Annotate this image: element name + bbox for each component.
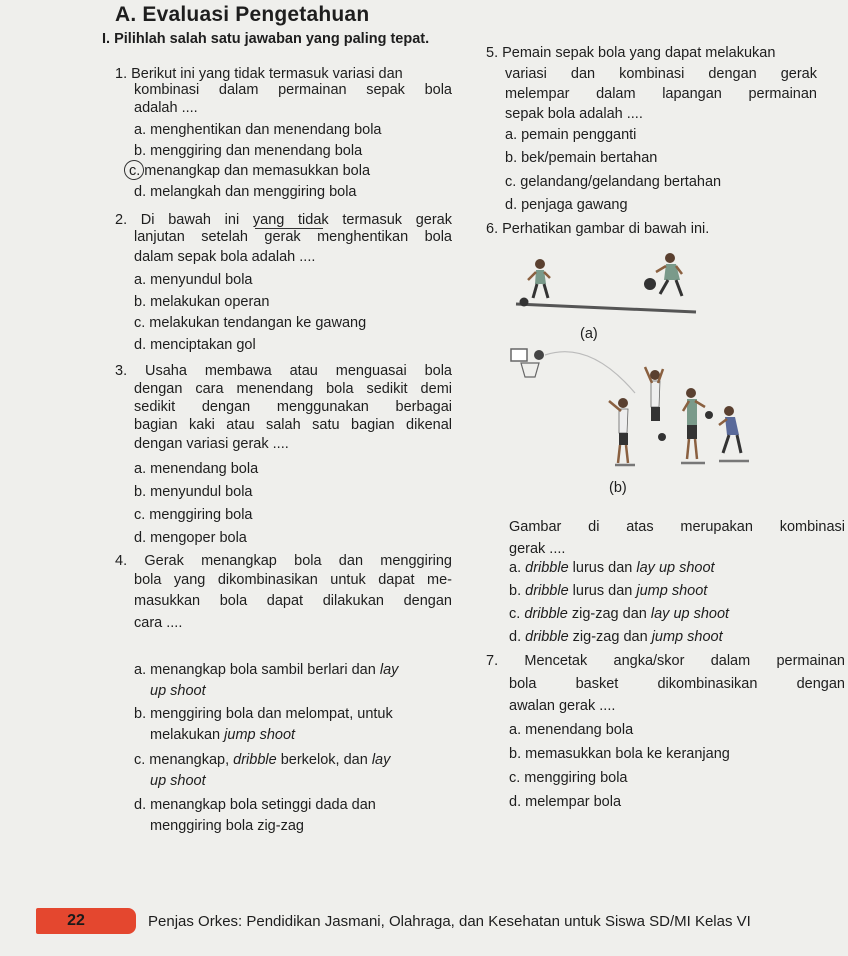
question-3-stem-line: dengan cara menendang bola sedikit demi [134,381,452,397]
question-6-option-c[interactable]: c. dribble zig-zag dan lay up shoot [509,606,730,622]
instruction: I. Pilihlah salah satu jawaban yang paling tepat. [102,31,430,47]
question-7-option-c[interactable]: c. menggiring bola [509,770,628,786]
question-6-caption-line: gerak .... [509,541,566,557]
player-figure [683,388,705,459]
ball-trajectory [545,352,635,393]
ball-marker [705,411,713,419]
question-7-stem-line: bola basket dikombinasikan dengan [509,676,845,692]
question-1-stem-line: adalah .... [134,100,198,116]
question-2-option-a[interactable]: a. menyundul bola [134,272,253,288]
question-7-option-b[interactable]: b. memasukkan bola ke keranjang [509,746,730,762]
question-4-option-b[interactable]: b. menggiring bola dan melompat, untuk [134,706,393,722]
court-line [615,461,749,465]
question-5-option-d[interactable]: d. penjaga gawang [505,197,628,213]
footer-book-title: Penjas Orkes: Pendidikan Jasmani, Olahraga, dan Kesehatan untuk Siswa SD/MI Kelas VI [148,913,751,930]
question-7-stem-line: awalan gerak .... [509,698,616,714]
question-4-stem-line: 4. Gerak menangkap bola dan menggiring [115,553,452,569]
player-figure [609,398,628,463]
question-4-stem-line: masukkan bola dapat dilakukan dengan [134,593,452,609]
question-6-option-a[interactable]: a. dribble lurus dan lay up shoot [509,560,715,576]
court-line [516,304,696,312]
question-4-option-c[interactable]: c. menangkap, dribble berkelok, dan lay [134,752,391,768]
dribble-illustration-a [500,240,700,330]
page-number: 22 [67,912,85,929]
ball-marker [658,433,666,441]
question-3-option-b[interactable]: b. menyundul bola [134,484,253,500]
question-1-option-c[interactable]: c. menangkap dan memasukkan bola [129,163,371,179]
question-6-stem: 6. Perhatikan gambar di bawah ini. [486,221,710,237]
question-3-stem-line: dengan variasi gerak .... [134,436,289,452]
question-6-option-b[interactable]: b. dribble lurus dan jump shoot [509,583,708,599]
question-2-stem-line: 2. Di bawah ini yang tidak termasuk gerak [115,212,452,228]
question-3-stem-line: 3. Usaha membawa atau menguasai bola [115,363,452,379]
player-figure [520,259,551,307]
question-4-option-b-cont: melakukan jump shoot [150,727,296,743]
question-1-option-d[interactable]: d. melangkah dan menggiring bola [134,184,357,200]
question-7-option-d[interactable]: d. melempar bola [509,794,622,810]
question-7-stem-line: 7. Mencetak angka/skor dalam permainan [486,653,845,669]
question-4-stem-line: cara .... [134,615,183,631]
question-3-option-a[interactable]: a. menendang bola [134,461,259,477]
player-figure [645,367,663,421]
question-5-option-b[interactable]: b. bek/pemain bertahan [505,150,658,166]
question-4-option-c-cont: up shoot [150,773,206,789]
question-5-option-c[interactable]: c. gelandang/gelandang bertahan [505,174,722,190]
question-1-option-b[interactable]: b. menggiring dan menendang bola [134,143,363,159]
question-2-option-d[interactable]: d. menciptakan gol [134,337,256,353]
question-2-stem-line: dalam sepak bola adalah .... [134,249,316,265]
figure-label-b: (b) [609,480,627,496]
player-figure [719,406,741,453]
question-4-option-a-cont: up shoot [150,683,206,699]
question-3-option-d[interactable]: d. mengoper bola [134,530,247,546]
question-7-option-a[interactable]: a. menendang bola [509,722,634,738]
question-4-option-a[interactable]: a. menangkap bola sambil berlari dan lay [134,662,399,678]
page-number-tab [36,908,136,934]
question-3-stem-line: bagian kaki atau salah satu bagian dikenal [134,417,452,433]
question-1-stem-line: 1. Berikut ini yang tidak termasuk variasi dan [115,66,403,82]
jump-shoot-illustration-b [505,345,755,470]
section-title: A. Evaluasi Pengetahuan [115,3,370,26]
question-5-stem-line: 5. Pemain sepak bola yang dapat melakukan [486,45,776,61]
figure-label-a: (a) [580,326,598,342]
question-6-caption-line: Gambar di atas merupakan kombinasi [509,519,845,535]
question-5-stem-line: melempar dalam lapangan permainan [505,86,817,102]
basket-hoop-icon [511,349,544,377]
question-3-stem-line: sedikit dengan menggunakan berbagai [134,399,452,415]
question-2-stem-line: lanjutan setelah gerak menghentikan bola [134,229,452,245]
question-3-option-c[interactable]: c. menggiring bola [134,507,253,523]
question-4-option-d[interactable]: d. menangkap bola setinggi dada dan [134,797,376,813]
question-4-stem-line: bola yang dikombinasikan untuk dapat me- [134,572,452,588]
question-1-stem-line: kombinasi dalam permainan sepak bola [134,82,452,98]
player-figure [644,253,682,296]
question-2-option-b[interactable]: b. melakukan operan [134,294,270,310]
question-1-option-a[interactable]: a. menghentikan dan menendang bola [134,122,382,138]
question-2-option-c[interactable]: c. melakukan tendangan ke gawang [134,315,367,331]
question-6-option-d[interactable]: d. dribble zig-zag dan jump shoot [509,629,723,645]
question-5-option-a[interactable]: a. pemain pengganti [505,127,637,143]
question-5-stem-line: variasi dan kombinasi dengan gerak [505,66,817,82]
question-4-option-d-cont: menggiring bola zig-zag [150,818,304,834]
question-5-stem-line: sepak bola adalah .... [505,106,643,122]
